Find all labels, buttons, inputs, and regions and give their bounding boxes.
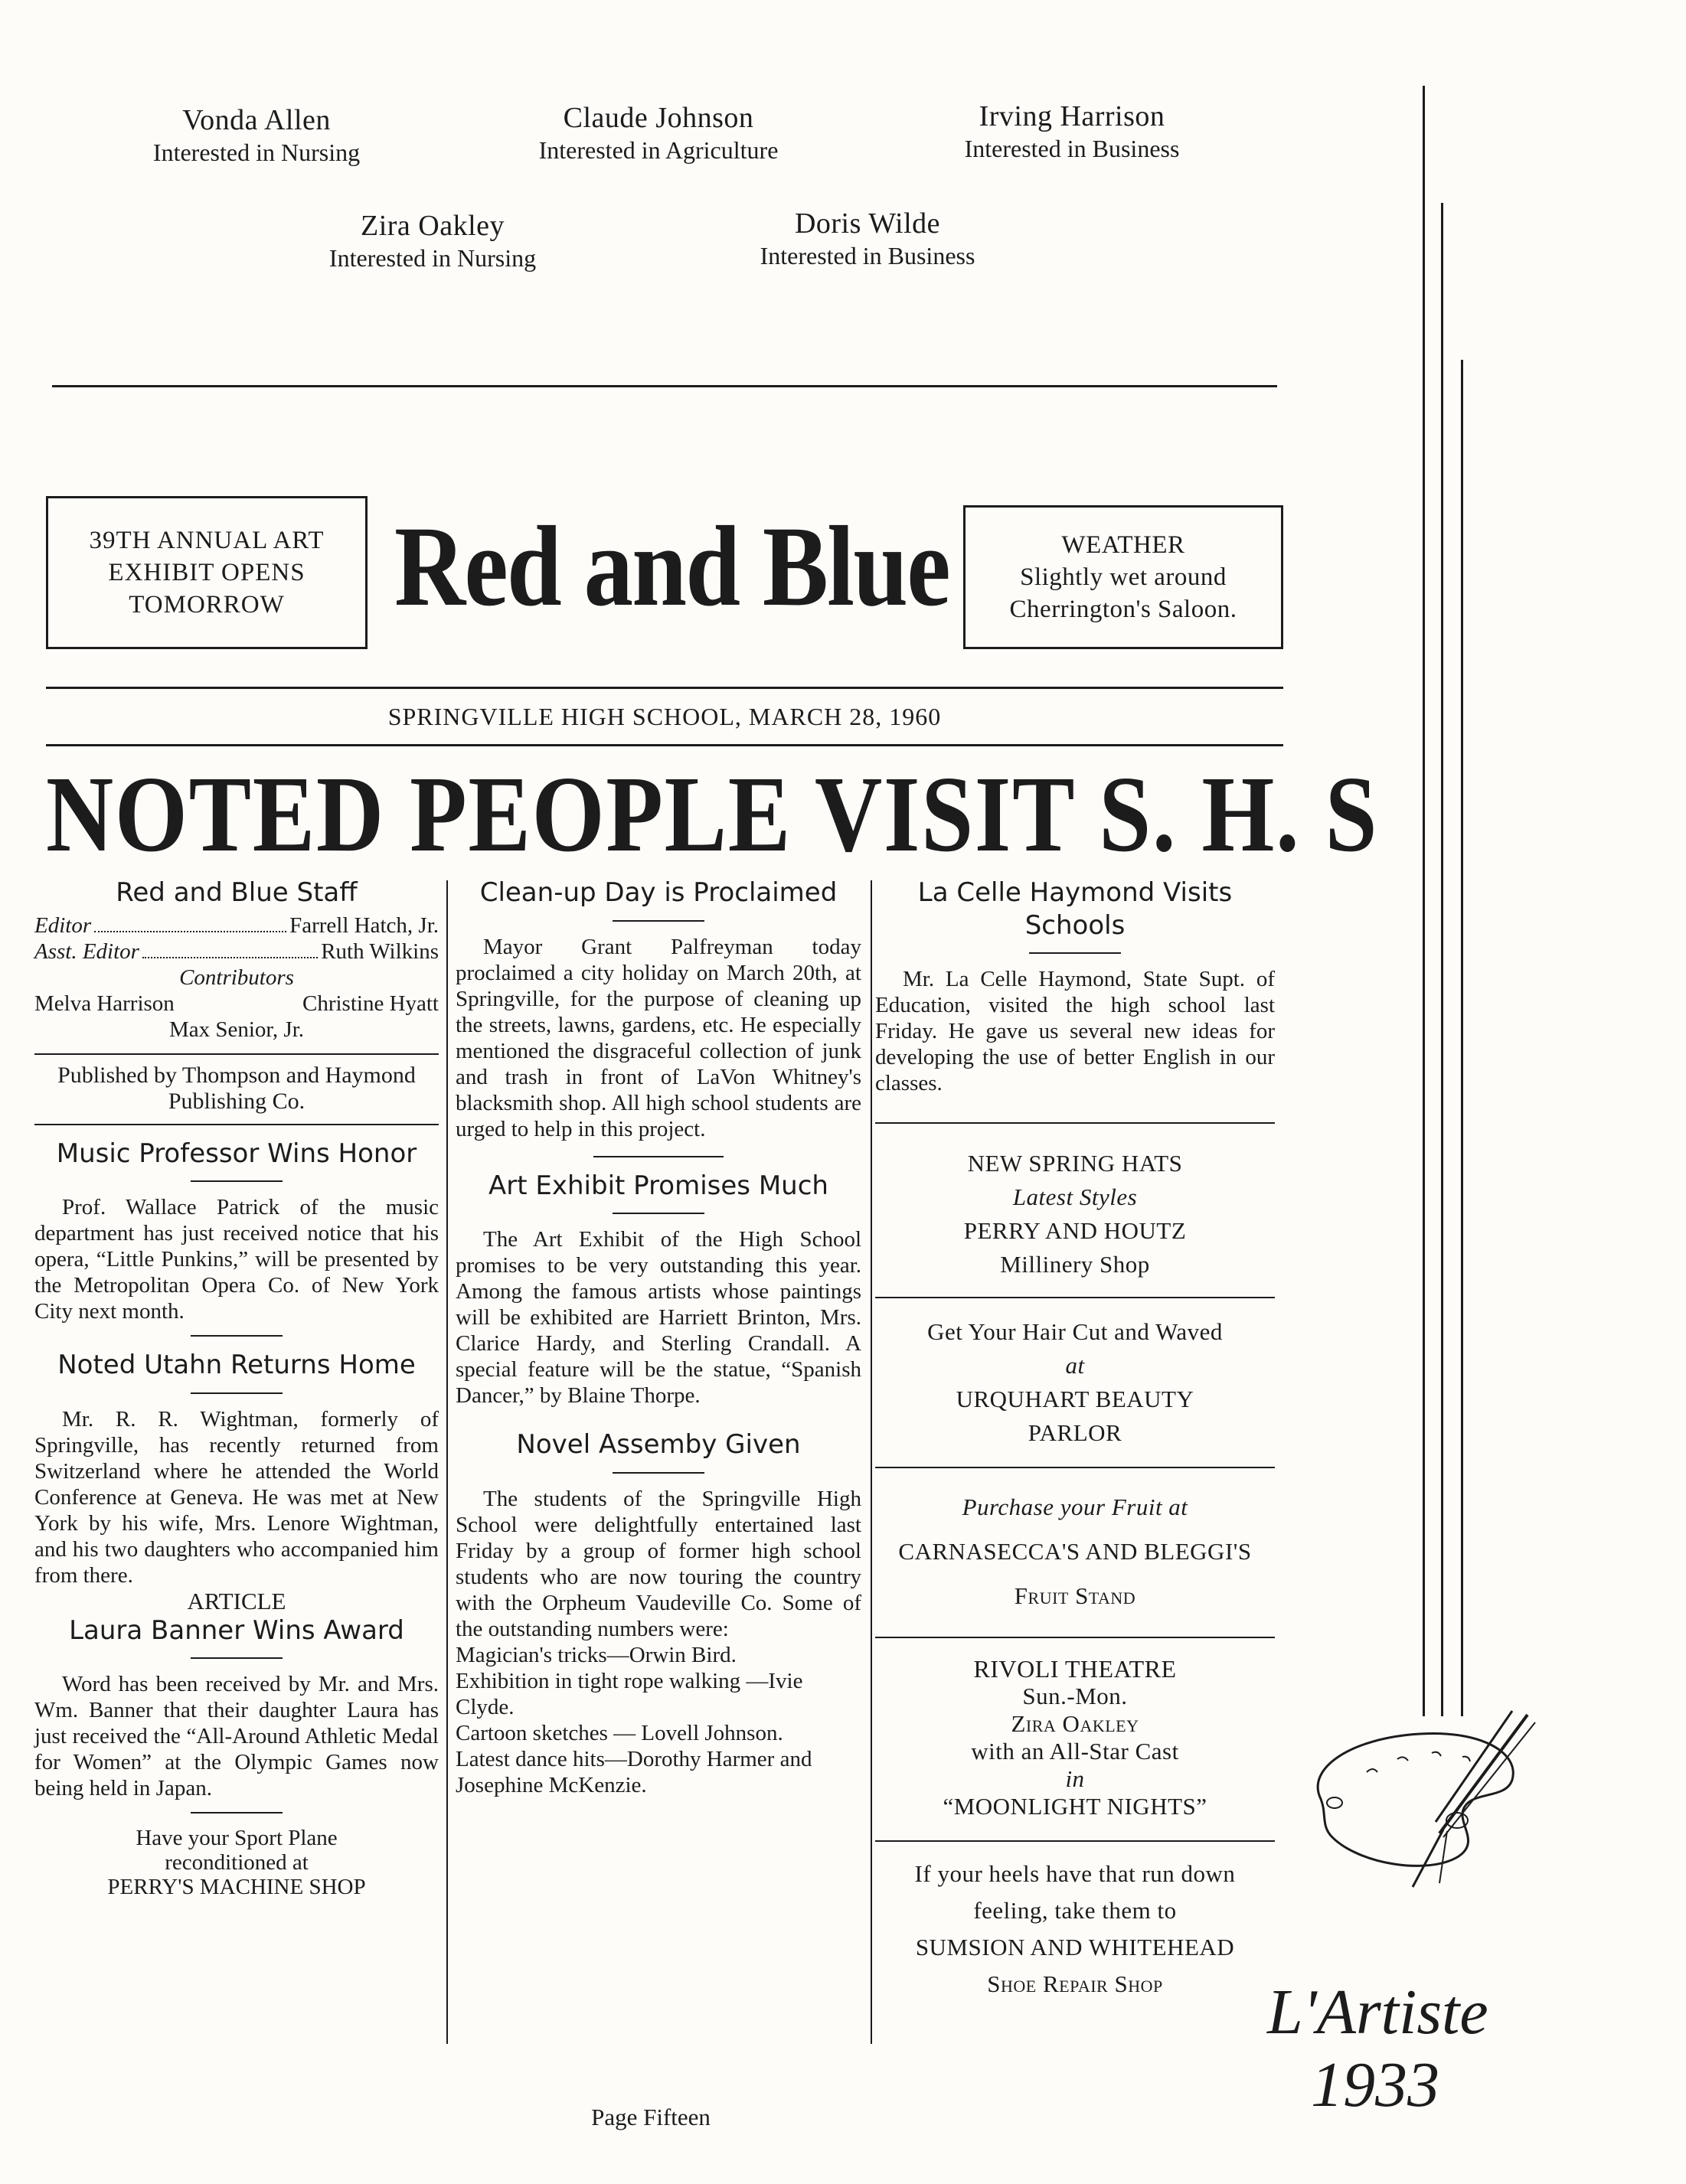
- person-claude-johnson: [490, 101, 827, 165]
- section-divider: [52, 385, 1277, 387]
- column-3: [875, 877, 1275, 2003]
- music-body: Prof. Wallace Patrick of the music department has just received notice that his opera, “Little Punkins,” will be presented by the Metropolitan Opera Co. of New York City next month.: [34, 1195, 439, 1324]
- asst-editor-row: [34, 939, 439, 965]
- rule: [46, 744, 1283, 746]
- rule: [191, 1180, 283, 1182]
- ad-line: NEW SPRING HATS: [967, 1150, 1183, 1177]
- fruit-ad: [875, 1485, 1275, 1618]
- masthead-title: Red and Blue: [394, 503, 949, 630]
- column-separator: [871, 880, 872, 2044]
- rule: [875, 1467, 1275, 1468]
- contributor-name: Christine Hyatt: [302, 991, 439, 1016]
- ad-line: CARNASECCA'S AND BLEGGI'S: [898, 1538, 1252, 1565]
- person-interest: Interested in Business: [964, 135, 1180, 162]
- rule: [34, 1053, 439, 1055]
- art-body: The Art Exhibit of the High School promises to be very outstanding this year. Among the famous artists whose paintings will be exhibited are Harriett Brinton, Mrs. Clarice Hardy, and Sterling Crandall. A special feature will be the statue, “Spanish Dancer,” by Blaine Thorpe.: [456, 1227, 861, 1408]
- ad-line: at: [1065, 1352, 1085, 1379]
- column-separator: [446, 880, 448, 2044]
- ad-line: Get Your Hair Cut and Waved: [927, 1318, 1223, 1345]
- box-line: 39TH ANNUAL ART: [89, 527, 325, 554]
- person-interest: Interested in Business: [760, 242, 975, 269]
- rule: [613, 1213, 704, 1214]
- ad-line: Fruit Stand: [1014, 1582, 1136, 1609]
- decorative-line: [1441, 203, 1443, 1716]
- rule: [875, 1297, 1275, 1298]
- ad-line: PERRY AND HOUTZ: [963, 1217, 1187, 1244]
- contributors-row: [34, 991, 439, 1017]
- ad-line: RIVOLI THEATRE: [973, 1655, 1177, 1683]
- person-name: Doris Wilde: [794, 207, 941, 240]
- ad-line: Have your Sport Plane: [136, 1826, 338, 1850]
- person-zira-oakley: [264, 209, 601, 273]
- person-doris-wilde: [699, 207, 1036, 270]
- person-name: Vonda Allen: [182, 104, 331, 136]
- asst-editor-name: Ruth Wilkins: [321, 939, 439, 964]
- box-line: Cherrington's Saloon.: [1009, 596, 1237, 623]
- editor-row: [34, 912, 439, 939]
- person-name: Irving Harrison: [979, 100, 1165, 132]
- rule: [875, 1637, 1275, 1638]
- ad-line: Sun.-Mon.: [1022, 1683, 1128, 1709]
- box-line: EXHIBIT OPENS: [108, 559, 306, 586]
- contributor-name: Max Senior, Jr.: [168, 1017, 305, 1042]
- ad-line: PERRY'S MACHINE SHOP: [107, 1875, 366, 1899]
- contributor-name: Melva Harrison: [34, 991, 175, 1016]
- ad-line: reconditioned at: [165, 1850, 309, 1875]
- contributors-label: Contributors: [179, 965, 294, 990]
- article-label: ARTICLE: [187, 1587, 286, 1614]
- column-2: [456, 877, 861, 1798]
- music-title: Music Professor Wins Honor: [56, 1138, 417, 1169]
- rule: [191, 1335, 283, 1337]
- rule: [875, 1122, 1275, 1124]
- novel-body: The students of the Springville High School were delightfully entertained last Friday by a group of former high school students who are now touring the country with the Orpheum Vaudeville Co. Some of the outstanding numbers were:: [456, 1486, 861, 1641]
- person-interest: Interested in Nursing: [328, 244, 537, 272]
- ad-line: URQUHART BEAUTY: [956, 1386, 1194, 1412]
- person-irving-harrison: [903, 100, 1240, 163]
- ad-line: with an All-Star Cast: [971, 1738, 1179, 1765]
- ad-line: Shoe Repair Shop: [987, 1970, 1163, 1997]
- box-line: Slightly wet around: [1020, 563, 1227, 591]
- ad-line: Purchase your Fruit at: [962, 1494, 1188, 1520]
- headline: NOTED PEOPLE VISIT S. H. S: [46, 753, 1379, 874]
- ad-line: feeling, take them to: [973, 1897, 1177, 1924]
- novel-title: Novel Assemby Given: [516, 1429, 801, 1460]
- novel-item: Cartoon sketches — Lovell Johnson.: [456, 1720, 783, 1745]
- novel-item: Latest dance hits—Dorothy Harmer and Josephine McKenzie.: [456, 1746, 812, 1797]
- novel-item: Exhibition in tight rope walking —Ivie Clyde.: [456, 1668, 803, 1719]
- box-line: TOMORROW: [129, 591, 285, 619]
- rule: [191, 1812, 283, 1813]
- laura-title: Laura Banner Wins Award: [69, 1614, 404, 1646]
- rule: [46, 687, 1283, 689]
- palette-icon: [1290, 1707, 1550, 1891]
- logo-year: 1933: [1311, 2049, 1439, 2120]
- ad-line: in: [1065, 1765, 1085, 1792]
- utahn-body: Mr. R. R. Wightman, formerly of Springville, has recently returned from Switzerland where he attended the World Conference at Geneva. He was met at New York by his wife, Mrs. Lenore Wightman, and his two daughters who accompanied him from there.: [34, 1406, 439, 1588]
- art-title: Art Exhibit Promises Much: [488, 1170, 828, 1201]
- logo-text: L'Artiste: [1267, 1977, 1488, 2048]
- rule: [191, 1657, 283, 1659]
- ad-line: Zira Oakley: [1011, 1710, 1139, 1737]
- plane-ad: [34, 1826, 439, 1899]
- cleanup-title: Clean-up Day is Proclaimed: [479, 877, 838, 908]
- column-1: [34, 877, 439, 1899]
- staff-title: Red and Blue Staff: [116, 877, 358, 908]
- haymond-title: La Celle Haymond Visits Schools: [917, 877, 1233, 941]
- rule: [34, 1124, 439, 1125]
- utahn-title: Noted Utahn Returns Home: [57, 1350, 416, 1380]
- editor-name: Farrell Hatch, Jr.: [289, 912, 439, 938]
- rule: [191, 1392, 283, 1394]
- rule: [875, 1840, 1275, 1842]
- ad-line: “MOONLIGHT NIGHTS”: [943, 1793, 1207, 1820]
- rule: [593, 1156, 724, 1157]
- ad-line: PARLOR: [1028, 1419, 1122, 1446]
- box-line: WEATHER: [1061, 531, 1185, 559]
- person-interest: Interested in Agriculture: [538, 136, 779, 164]
- asst-editor-label: Asst. Editor: [34, 939, 139, 964]
- rule: [613, 1472, 704, 1474]
- dateline: SPRINGVILLE HIGH SCHOOL, MARCH 28, 1960: [387, 703, 942, 730]
- ad-line: SUMSION AND WHITEHEAD: [915, 1934, 1235, 1960]
- cleanup-body: Mayor Grant Palfreyman today proclaimed a city holiday on March 20th, at Springville, for the purpose of cleaning up the streets, lawns, gardens, etc. He especially mentioned the disgraceful collection of junk and trash in front of LaVon Whitney's blacksmith shop. All high school students are urged to help in this project.: [456, 934, 861, 1141]
- decorative-line: [1423, 86, 1425, 1716]
- hair-ad: [875, 1315, 1275, 1450]
- person-name: Zira Oakley: [360, 210, 505, 242]
- rule: [613, 920, 704, 922]
- hats-ad: [875, 1147, 1275, 1281]
- ad-line: If your heels have that run down: [914, 1860, 1236, 1887]
- leader-dots: [94, 912, 286, 932]
- haymond-body: Mr. La Celle Haymond, State Supt. of Education, visited the high school last Friday. He gave us several new ideas for developing the use of better English in our classes.: [875, 967, 1275, 1095]
- page-number: Page Fifteen: [591, 2104, 711, 2130]
- editor-label: Editor: [34, 912, 92, 938]
- publisher-note: Published by Thompson and Haymond Publishing Co.: [57, 1062, 416, 1114]
- ad-line: Millinery Shop: [1000, 1251, 1150, 1278]
- shoe-ad: [875, 1856, 1275, 2003]
- rule: [1029, 952, 1121, 954]
- person-interest: Interested in Nursing: [152, 139, 361, 166]
- person-vonda-allen: [88, 103, 425, 167]
- weather-box: [963, 505, 1283, 649]
- novel-item: Magician's tricks—Orwin Bird.: [456, 1642, 737, 1667]
- ad-line: Latest Styles: [1012, 1183, 1138, 1210]
- staff-list: [34, 912, 439, 1043]
- laura-body: Word has been received by Mr. and Mrs. Wm. Banner that their daughter Laura has just received the “All-Around Athletic Medal for Women” at the Olympic Games now being held in Japan.: [34, 1672, 439, 1800]
- person-name: Claude Johnson: [563, 102, 754, 134]
- leader-dots: [142, 939, 318, 958]
- decorative-line: [1461, 360, 1463, 1716]
- theatre-ad: [875, 1655, 1275, 1820]
- art-exhibit-box: [46, 496, 368, 649]
